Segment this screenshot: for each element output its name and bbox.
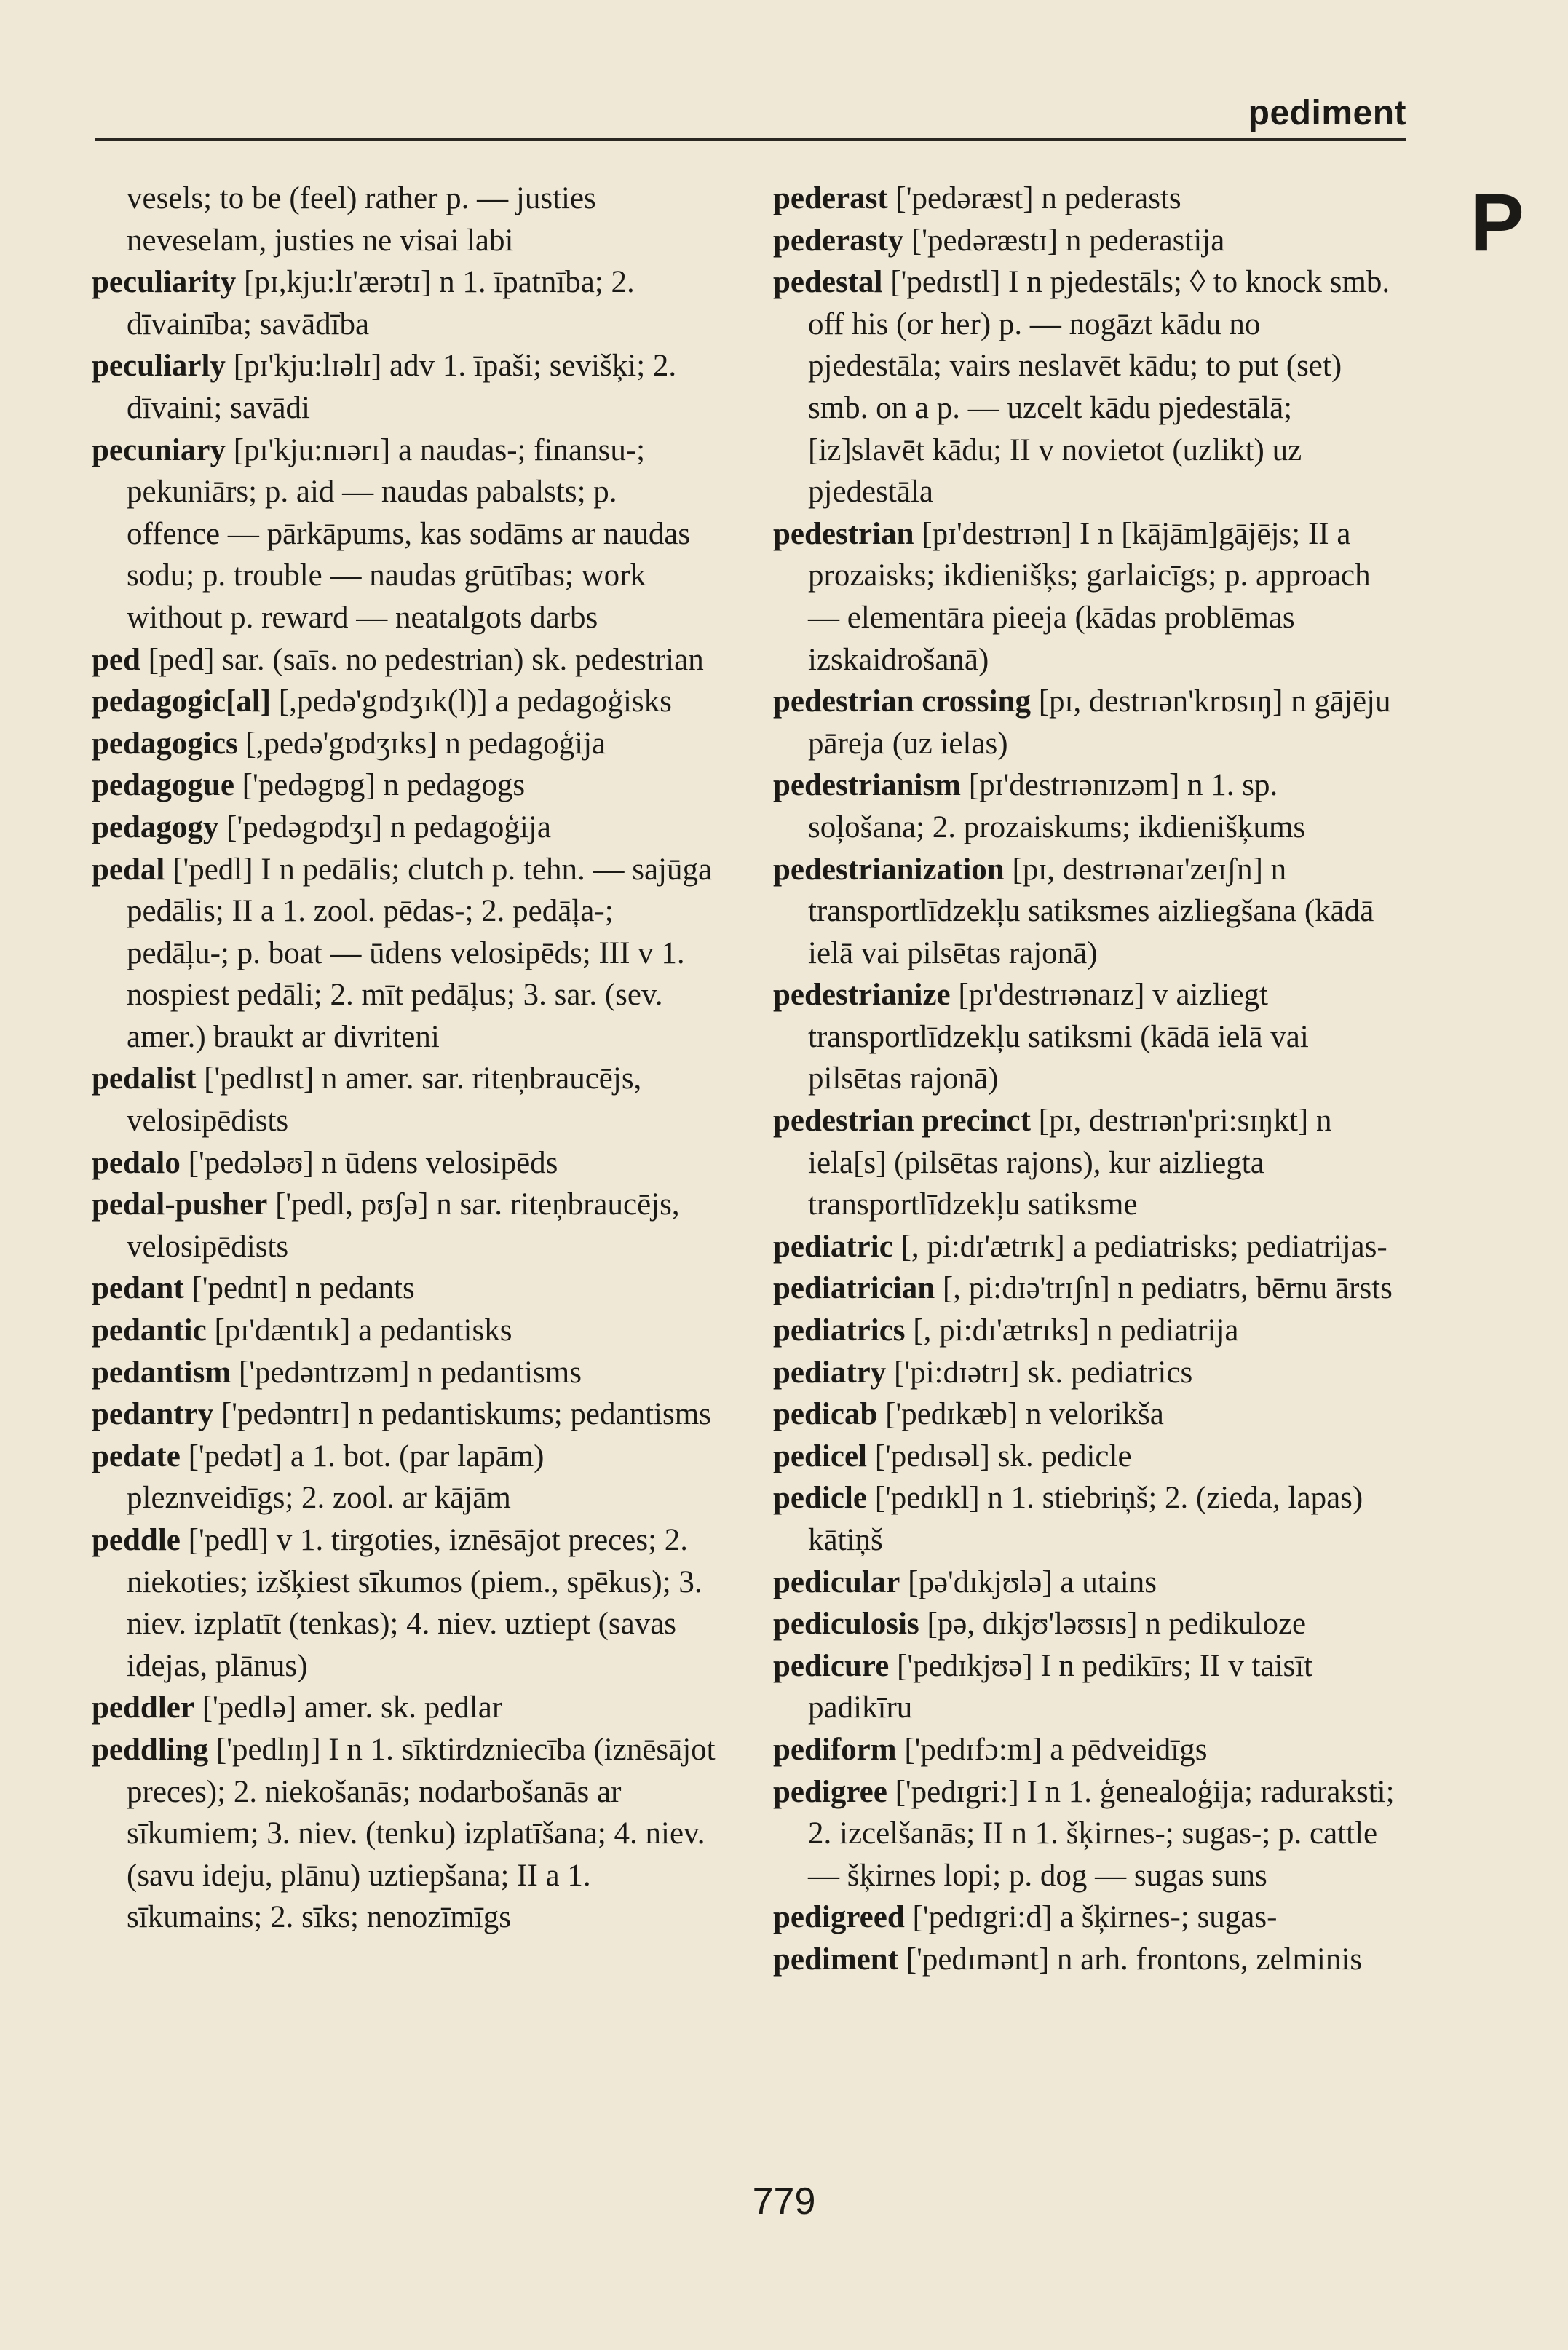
- dictionary-entry: [773, 1603, 1399, 1645]
- dictionary-entry: [92, 1393, 718, 1436]
- entry-definition: [pɪ'destrɪənaɪz] v aizliegt transportlīdzekļu satiksmi (kādā ielā vai pilsētas rajonā): [808, 978, 1309, 1096]
- entry-headword: pedagogue: [92, 768, 234, 803]
- entry-definition: ['pedɪgri:] I n 1. ģenealoģija; raduraksti; 2. izcelšanās; II n 1. šķirnes-; sugas-; p. cattle — šķirnes lopi; p. dog — sugas suns: [808, 1774, 1395, 1893]
- entry-headword: pedantry: [92, 1397, 214, 1432]
- entry-headword: pedicle: [773, 1481, 867, 1516]
- dictionary-entry: [773, 1352, 1399, 1394]
- dictionary-entry: [773, 513, 1399, 681]
- entry-definition: ['pedɪkjʊə] I n pedikīrs; II v taisīt padikīru: [808, 1648, 1313, 1725]
- thumb-index-letter: P: [1470, 177, 1524, 268]
- dictionary-entry: [773, 1100, 1399, 1226]
- dictionary-entry: [773, 849, 1399, 975]
- entry-headword: pedantic: [92, 1313, 207, 1348]
- entry-headword: pedestrianism: [773, 768, 961, 803]
- right-column: [773, 178, 1399, 1981]
- entry-headword: pedantism: [92, 1355, 231, 1390]
- dictionary-entry: [92, 1142, 718, 1184]
- dictionary-entry: [773, 974, 1399, 1100]
- dictionary-entry: [92, 430, 718, 639]
- dictionary-entry: [773, 1477, 1399, 1561]
- entry-headword: pedicab: [773, 1397, 878, 1432]
- entry-definition: [, pi:dɪ'ætrɪks] n pediatrija: [913, 1313, 1239, 1348]
- entry-headword: pedalo: [92, 1145, 181, 1180]
- entry-definition: ['pedəntɪzəm] n pedantisms: [238, 1355, 582, 1390]
- entry-definition: ['pedət] a 1. bot. (par lapām) pleznveidīgs; 2. zool. ar kājām: [127, 1439, 545, 1516]
- entry-headword: pecuniary: [92, 432, 226, 467]
- entry-definition: ['pedəgɒdʒɪ] n pedagoģija: [226, 810, 551, 844]
- entry-definition: ['pedl, pʊʃə] n sar. riteņbraucējs, velosipēdists: [127, 1187, 680, 1264]
- entry-definition: [, pi:dɪ'ætrɪk] a pediatrisks; pediatrijas-: [900, 1229, 1387, 1264]
- dictionary-entry: [92, 849, 718, 1059]
- entry-headword: pediform: [773, 1732, 897, 1767]
- dictionary-entry: [773, 220, 1399, 262]
- entry-headword: pediatrics: [773, 1313, 906, 1348]
- dictionary-entry: [773, 1645, 1399, 1729]
- entry-headword: pedigree: [773, 1774, 887, 1809]
- dictionary-entry: [92, 1436, 718, 1519]
- dictionary-entry: [92, 1519, 718, 1687]
- entry-definition: [ped] sar. (saīs. no pedestrian) sk. pedestrian: [148, 642, 704, 677]
- entry-definition: ['pedɪkæb] n velorikša: [885, 1397, 1164, 1432]
- entry-headword: pediment: [773, 1942, 898, 1977]
- dictionary-entry: [92, 345, 718, 429]
- dictionary-entry: [92, 1267, 718, 1310]
- dictionary-entry: [773, 178, 1399, 220]
- entry-headword: pedestrianization: [773, 852, 1005, 887]
- entry-headword: pedestrian: [773, 516, 914, 551]
- entry-headword: peculiarity: [92, 265, 237, 300]
- entry-definition: ['pedəræst] n pederasts: [895, 181, 1181, 215]
- entry-headword: pedal: [92, 852, 165, 887]
- dictionary-entry: [773, 261, 1399, 513]
- entry-definition: [,pedə'gɒdʒɪk(l)] a pedagoģisks: [278, 684, 672, 719]
- entry-definition: ['pi:dɪətrɪ] sk. pediatrics: [894, 1355, 1193, 1390]
- dictionary-entry: [92, 1687, 718, 1729]
- entry-headword: peddler: [92, 1690, 194, 1725]
- entry-headword: pedicel: [773, 1439, 867, 1473]
- entry-headword: pedicular: [773, 1564, 900, 1599]
- entry-headword: pediatric: [773, 1229, 893, 1264]
- entry-definition: ['pednt] n pedants: [191, 1271, 415, 1306]
- dictionary-entry: [773, 1226, 1399, 1268]
- dictionary-entry: [92, 1310, 718, 1352]
- entry-definition: ['pedɪkl] n 1. stiebriņš; 2. (zieda, lapas) kātiņš: [808, 1481, 1363, 1557]
- entry-definition: [pɪ'kju:lɪəlɪ] adv 1. īpaši; sevišķi; 2. dīvaini; savādi: [127, 349, 677, 425]
- entry-definition: ['pedəgɒg] n pedagogs: [242, 768, 526, 803]
- entry-headword: peddling: [92, 1732, 209, 1767]
- entry-headword: pediatrician: [773, 1271, 935, 1306]
- entry-headword: pedagogics: [92, 726, 238, 761]
- dictionary-entry: [92, 1352, 718, 1394]
- dictionary-entry: [92, 639, 718, 681]
- entry-definition: [pɪ, destrɪənaɪ'zeɪʃn] n transportlīdzekļu satiksmes aizliegšana (kādā ielā vai pilsētas rajonā): [808, 852, 1374, 970]
- dictionary-entry: [92, 807, 718, 849]
- entry-definition: [, pi:dɪə'trɪʃn] n pediatrs, bērnu ārsts: [942, 1271, 1393, 1306]
- dictionary-entry: [773, 1436, 1399, 1478]
- entry-definition: ['pedəntrɪ] n pedantiskums; pedantisms: [221, 1397, 711, 1432]
- entry-definition: [pɪ'dæntɪk] a pedantisks: [214, 1313, 512, 1348]
- running-head: pediment: [1248, 94, 1406, 132]
- entry-definition: ['pedɪgri:d] a šķirnes-; sugas-: [912, 1900, 1278, 1935]
- entry-headword: pederasty: [773, 223, 904, 258]
- entry-definition: ['pedɪsəl] sk. pedicle: [874, 1439, 1132, 1473]
- dictionary-entry: [92, 178, 718, 261]
- entry-headword: pedal-pusher: [92, 1187, 268, 1222]
- entry-definition: ['pedɪstl] I n pjedestāls; ◊ to knock smb. off his (or her) p. — nogāzt kādu no pjedestāla; vairs neslavēt kādu; to put (set) smb. on a p. — uzcelt kādu pjedestālā; [iz]slavēt kādu; II v novietot (uzlikt) uz pjedestāla: [808, 265, 1390, 510]
- entry-definition: [,pedə'gɒdʒɪks] n pedagoģija: [245, 726, 606, 761]
- entry-headword: pedestrian crossing: [773, 684, 1031, 719]
- entry-definition: [pə'dɪkjʊlə] a utains: [908, 1564, 1157, 1599]
- entry-definition: ['pedələʊ] n ūdens velosipēds: [188, 1145, 558, 1180]
- entry-headword: pedagogy: [92, 810, 219, 844]
- entry-headword: peculiarly: [92, 349, 226, 384]
- entry-headword: pedestal: [773, 265, 883, 300]
- entry-definition: ['pedl] I n pedālis; clutch p. tehn. — sajūga pedālis; II a 1. zool. pēdas-; 2. pedāļa-; pedāļu-; p. boat — ūdens velosipēds; III v 1. nospiest pedāli; 2. mīt pedāļus; 3. sar. (sev. amer.) braukt ar divriteni: [127, 852, 713, 1054]
- entry-definition: vesels; to be (feel) rather p. — justies neveselam, justies ne visai labi: [127, 181, 596, 258]
- entry-definition: [pɪ, destrɪən'pri:sɪŋkt] n iela[s] (pilsētas rajons), kur aizliegta transportlīdzekļu satiksme: [808, 1104, 1332, 1222]
- entry-definition: [pɪ'destrɪən] I n [kājām]gājējs; II a prozaisks; ikdienišķs; garlaicīgs; p. approach — elementāra pieeja (kādas problēmas izskaidrošanā): [808, 516, 1371, 677]
- entry-definition: [pɪ,kju:lɪ'ærətɪ] n 1. īpatnība; 2. dīvainība; savādība: [127, 265, 635, 341]
- dictionary-entry: [92, 1184, 718, 1267]
- dictionary-entry: [92, 723, 718, 765]
- dictionary-entry: [773, 1729, 1399, 1771]
- dictionary-entry: [92, 1058, 718, 1142]
- entry-headword: pedant: [92, 1271, 184, 1306]
- dictionary-entry: [92, 1729, 718, 1939]
- dictionary-entry: [773, 1393, 1399, 1436]
- header-rule: [95, 138, 1406, 141]
- dictionary-entry: [773, 1939, 1399, 1981]
- entry-headword: pediatry: [773, 1355, 887, 1390]
- left-column: [92, 178, 718, 1939]
- entry-headword: pedigreed: [773, 1900, 905, 1935]
- entry-definition: [pə, dɪkjʊ'ləʊsɪs] n pedikuloze: [927, 1607, 1307, 1642]
- entry-definition: ['pedɪmənt] n arh. frontons, zelminis: [906, 1942, 1363, 1977]
- entry-headword: pediculosis: [773, 1607, 919, 1642]
- dictionary-entry: [773, 764, 1399, 848]
- entry-headword: pedestrian precinct: [773, 1104, 1031, 1139]
- entry-definition: [pɪ'destrɪənɪzəm] n 1. sp. soļošana; 2. prozaiskums; ikdienišķums: [808, 768, 1306, 844]
- dictionary-entry: [773, 1267, 1399, 1310]
- dictionary-entry: [773, 681, 1399, 764]
- entry-headword: pedalist: [92, 1061, 197, 1096]
- entry-definition: ['pedɪfɔ:m] a pēdveidīgs: [904, 1732, 1208, 1767]
- entry-headword: pedestrianize: [773, 978, 951, 1013]
- dictionary-entry: [773, 1771, 1399, 1897]
- dictionary-entry: [773, 1896, 1399, 1939]
- entry-definition: ['pedlɪst] n amer. sar. riteņbraucējs, velosipēdists: [127, 1061, 642, 1139]
- entry-headword: pedagogic[al]: [92, 684, 272, 719]
- entry-definition: ['pedlɪŋ] I n 1. sīktirdzniecība (iznēsājot preces); 2. niekošanās; nodarbošanās ar sīkumiem; 3. niev. (tenku) izplatīšana; 4. niev. (savu ideju, plānu) uztiepšana; II a 1. sīkumains; 2. sīks; nenozīmīgs: [127, 1732, 716, 1935]
- entry-headword: pederast: [773, 181, 888, 215]
- dictionary-entry: [773, 1562, 1399, 1604]
- entry-headword: pedate: [92, 1439, 181, 1473]
- dictionary-entry: [92, 681, 718, 723]
- entry-headword: peddle: [92, 1523, 181, 1557]
- entry-headword: ped: [92, 642, 140, 677]
- dictionary-entry: [92, 261, 718, 345]
- dictionary-entry: [773, 1310, 1399, 1352]
- entry-definition: [pɪ, destrɪən'krɒsɪŋ] n gājēju pāreja (uz ielas): [808, 684, 1391, 761]
- entry-definition: ['pedlə] amer. sk. pedlar: [202, 1690, 503, 1725]
- dictionary-entry: [92, 764, 718, 807]
- entry-definition: [pɪ'kju:nɪərɪ] a naudas-; finansu-; pekuniārs; p. aid — naudas pabalsts; p. offence — pārkāpums, kas sodāms ar naudas sodu; p. trouble — naudas grūtības; work without p. reward — neatalgots darbs: [127, 432, 691, 635]
- entry-headword: pedicure: [773, 1648, 890, 1683]
- entry-definition: ['pedl] v 1. tirgoties, iznēsājot preces; 2. niekoties; izšķiest sīkumos (piem., spēkus); 3. niev. izplatīt (tenkas); 4. niev. uztiept (savas idejas, plānus): [127, 1523, 702, 1683]
- entry-definition: ['pedəræstɪ] n pederastija: [911, 223, 1225, 258]
- page-number: 779: [752, 2180, 816, 2223]
